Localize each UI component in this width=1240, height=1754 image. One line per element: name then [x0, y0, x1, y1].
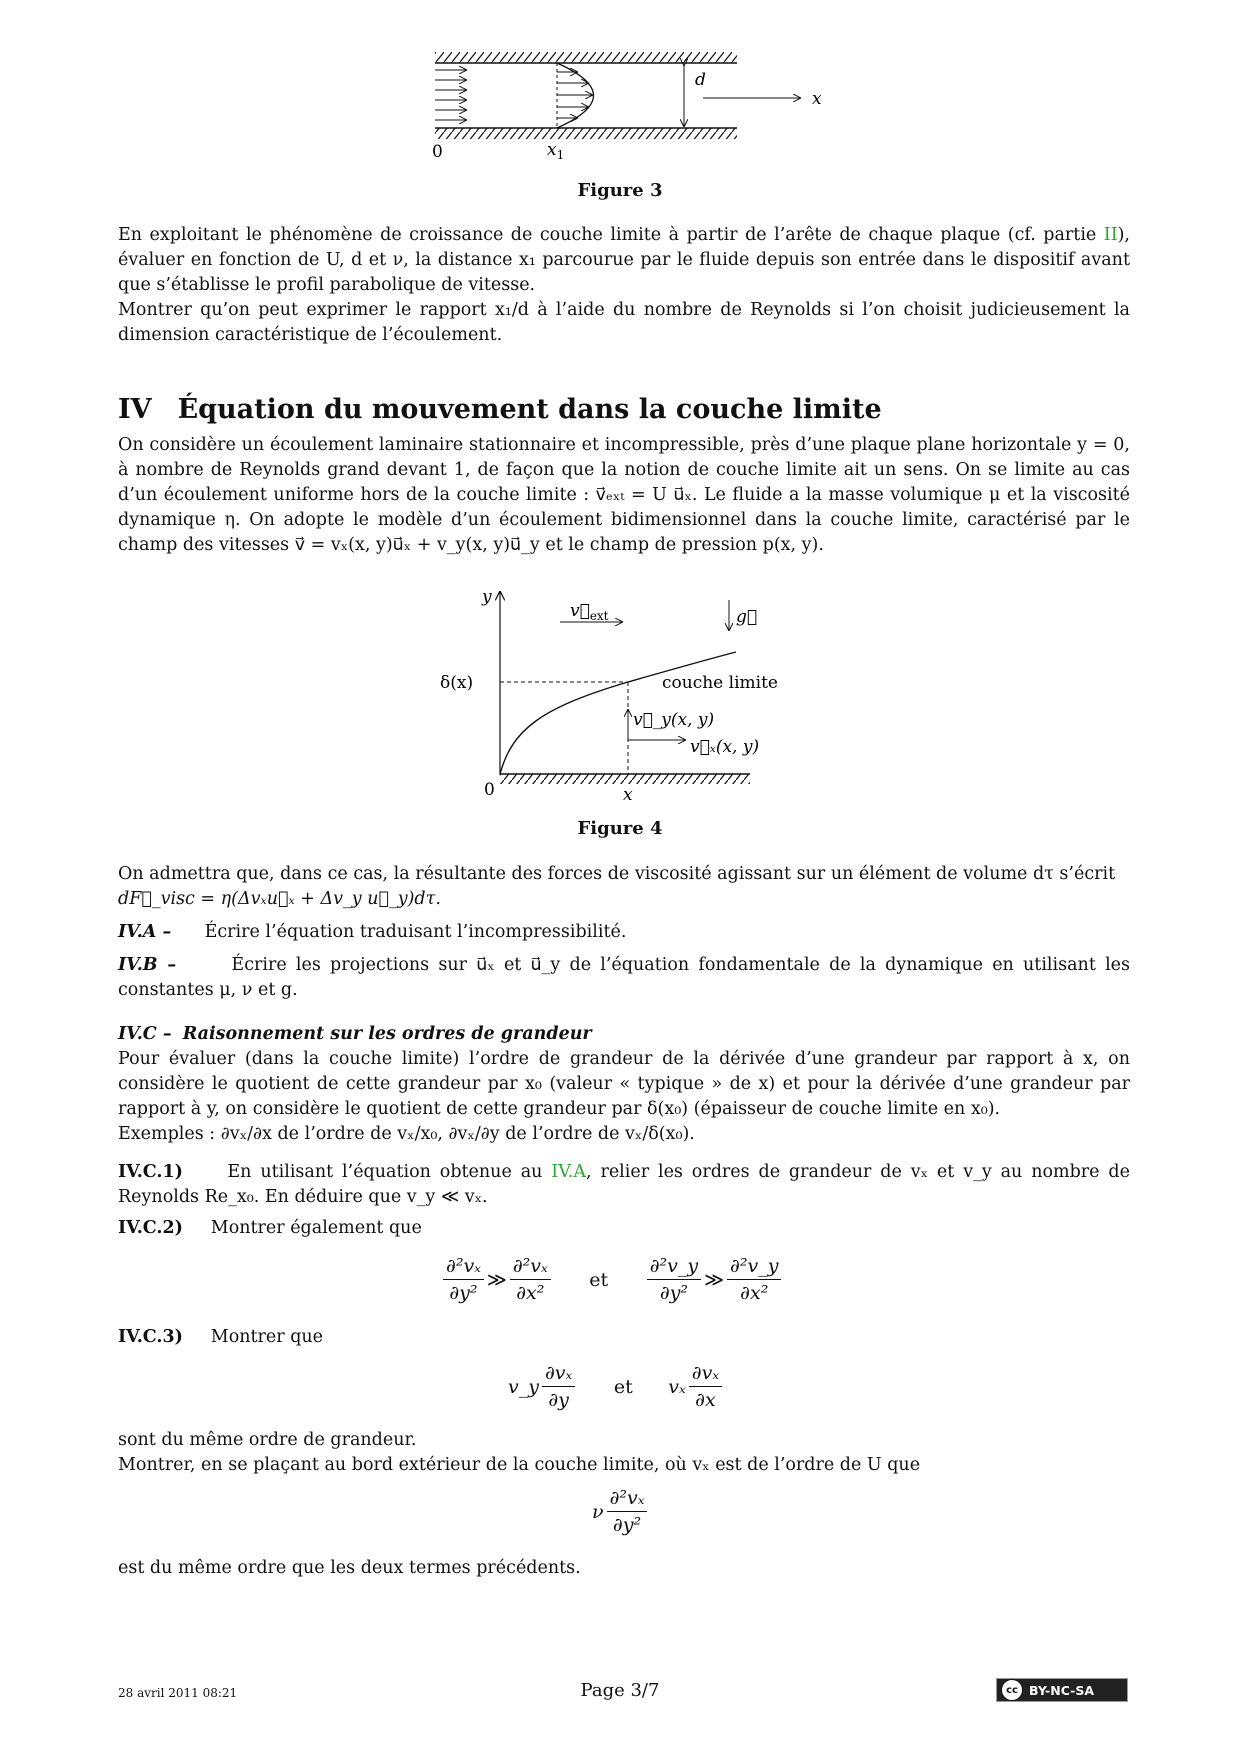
figure-3-caption: Figure 3 [577, 180, 663, 201]
question-iv-a: IV.A – Écrire l’équation traduisant l’incompressibilité. [118, 922, 627, 942]
link-part-ii[interactable]: II [1103, 225, 1118, 245]
question-iv-c3-after: sont du même ordre de grandeur. Montrer, en se plaçant au bord extérieur de la couche limite, où vₓ est de l’ordre de U que [118, 1430, 921, 1475]
cc-icon: cc [1001, 1679, 1023, 1701]
bottom-plate-hatch [435, 128, 737, 139]
figure-3-diagram [420, 52, 840, 172]
label-origin: 0 [432, 142, 443, 162]
question-iv-b: IV.B – Écrire les projections sur u⃗ₓ et u⃗_y de l’équation fondamentale de la dynamique en utilisant les constantes μ, ν et g. [118, 955, 1130, 1000]
uniform-inlet-arrows [435, 70, 466, 120]
label-vy: v⃗_y(x, y) [633, 710, 715, 730]
license-badge[interactable] [996, 1678, 1128, 1702]
label-x1: $x_1$ [547, 140, 565, 162]
label-vx: v⃗ₓ(x, y) [690, 737, 760, 757]
question-iv-c2: IV.C.2) Montrer également que [118, 1218, 422, 1238]
label-x-f4: x [623, 785, 633, 805]
plate-hatch [500, 774, 750, 784]
license-text: BY-NC-SA [1029, 1682, 1095, 1698]
label-origin-f4: 0 [484, 780, 495, 800]
label-x: x [812, 89, 822, 109]
label-vext: $v⃗_{ext}$ [570, 601, 609, 623]
label-d: d [695, 70, 706, 90]
label-couche-limite: couche limite [662, 673, 778, 693]
footer-page-number: Page 3/7 [580, 1680, 660, 1701]
label-y: y [482, 587, 492, 607]
section-title: IV Équation du mouvement dans la couche limite [118, 394, 882, 425]
intro-paragraph: On considère un écoulement laminaire stationnaire et incompressible, près d’une plaque plane horizontale y = 0, à nombre de Reynolds grand devant 1, de façon que la notion de couche limite ait un sens. On se limite au cas d’un écoulement uniforme hors de la couche limite : v⃗ₑₓₜ = U u⃗ₓ. Le fluide a la masse volumique μ et la viscosité dynamique η. On adopte le modèle d’un écoulement bidimensionnel dans la couche limite, caractérisé par le champ des vitesses v⃗ = vₓ(x, y)u⃗ₓ + v_y(x, y)u⃗_y et le champ de pression p(x, y). [118, 435, 1130, 555]
equation-c2: $\frac{\text{∂²vₓ}}{\text{∂y²}}$ ≫ $\frac{\text{∂²vₓ}}{\text{∂x²}}$ et $\frac{\text{∂²v\_y}}{\text{∂y²}}$ ≫ $\frac{\text{∂²v\_y}}{\text{∂x²}}$ [440, 1255, 784, 1304]
figure-4-caption: Figure 4 [577, 818, 663, 839]
label-delta: δ(x) [440, 673, 474, 693]
question-iv-c1: IV.C.1) En utilisant l’équation obtenue au IV.A, relier les ordres de grandeur de vₓ et v_y au nombre de Reynolds Re_x₀. En déduire que v_y ≪ vₓ. [118, 1162, 1130, 1207]
question-iv-c3: IV.C.3) Montrer que [118, 1327, 324, 1347]
top-plate-hatch [435, 52, 737, 63]
label-g: g⃗ [736, 607, 758, 627]
figure-4-diagram [440, 580, 800, 810]
paragraph-boundary-layer: En exploitant le phénomène de croissance de couche limite à partir de l’arête de chaque plaque (cf. partie II), évaluer en fonction de U, d et ν, la distance x₁ parcourue par le fluide depuis son entrée dans le dispositif avant que s’établisse le profil parabolique de vitesse. Montrer qu’on peut exprimer le rapport x₁/d à l’aide du nombre de Reynolds si l’on choisit judicieusement la dimension caractéristique de l’écoulement. [118, 223, 1130, 348]
equation-c3-nu: ν $\frac{\text{∂²vₓ}}{\text{∂y²}}$ [592, 1487, 650, 1536]
parabolic-arrows [557, 72, 592, 118]
equation-c3: v_y $\frac{\text{∂vₓ}}{\partial y}$ et vₓ $\frac{\text{∂vₓ}}{\partial x}$ [508, 1362, 725, 1411]
paragraph-reynolds: Montrer qu’on peut exprimer le rapport x₁/d à l’aide du nombre de Reynolds si l’on choisit judicieusement la dimension caractéristique de l’écoulement. [118, 300, 1130, 345]
viscosity-paragraph: On admettra que, dans ce cas, la résultante des forces de viscosité agissant sur un élément de volume dτ s’écrit dF⃗_visc = η(Δvₓu⃗ₓ + Δv_y u⃗_y)dτ. [118, 864, 1116, 909]
question-iv-c3-final: est du même ordre que les deux termes précédents. [118, 1558, 581, 1578]
link-iv-a[interactable]: IV.A [551, 1162, 586, 1182]
question-iv-c: IV.C – Raisonnement sur les ordres de grandeur Pour évaluer (dans la couche limite) l’ordre de grandeur de la dérivée d’une grandeur par rapport à x, on considère le quotient de cette grandeur par x₀ (valeur « typique » de x) et pour la dérivée d’une grandeur par rapport à y, on considère le quotient de cette grandeur par δ(x₀) (épaisseur de couche limite en x₀). Exemples : ∂vₓ/∂x de l’ordre de vₓ/x₀, ∂vₓ/∂y de l’ordre de vₓ/δ(x₀). [118, 1024, 1130, 1144]
footer-date: 28 avril 2011 08:21 [118, 1686, 238, 1700]
